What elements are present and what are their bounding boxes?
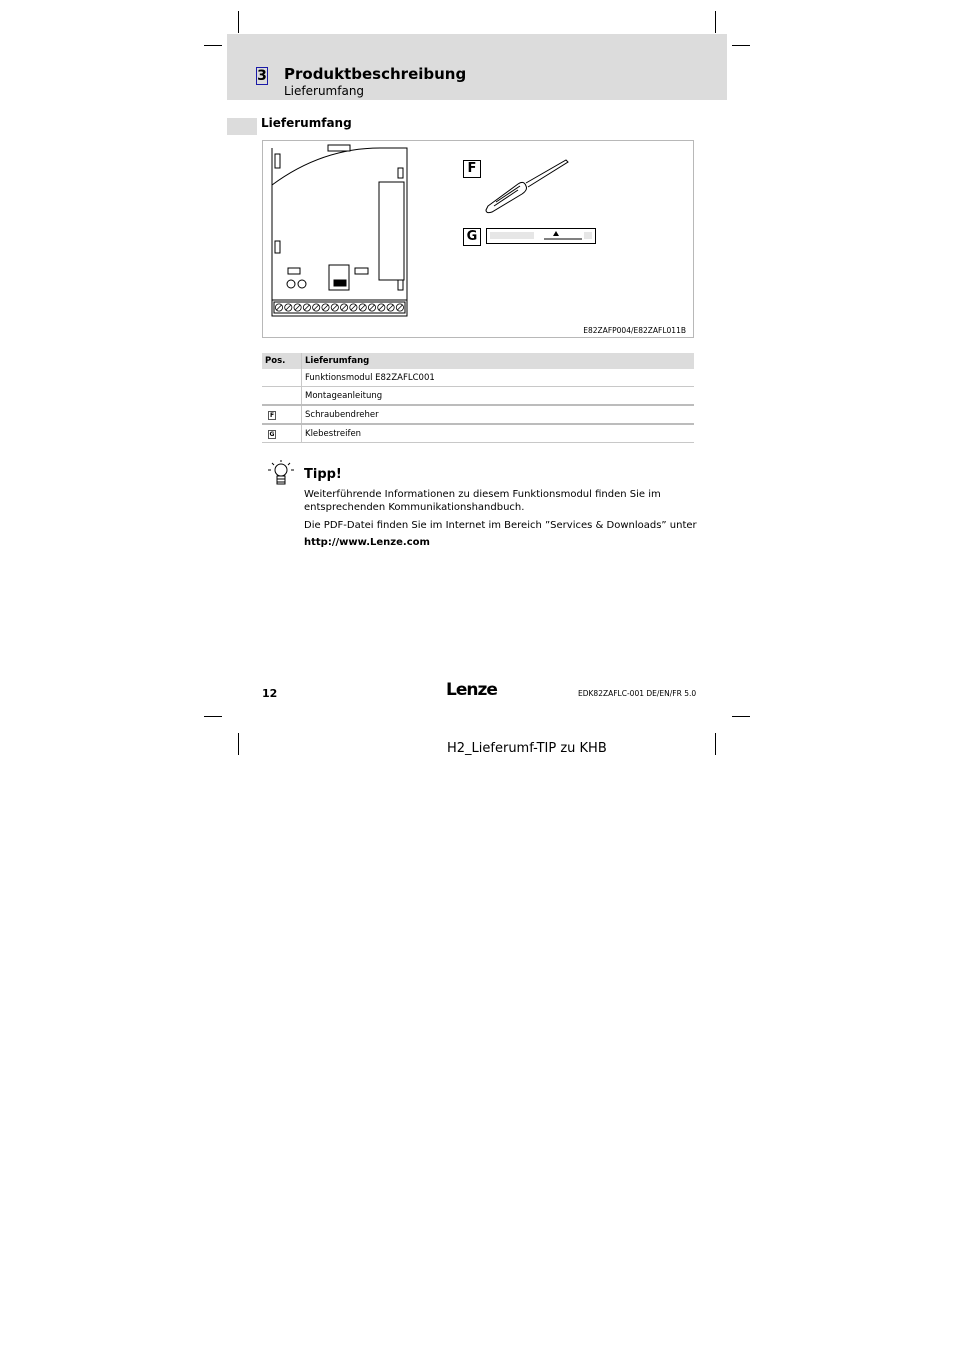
- table-row: [262, 387, 694, 406]
- table-header-pos: Pos.: [262, 353, 302, 369]
- crop-mark: [732, 45, 750, 46]
- section-title: Lieferumfang: [261, 116, 352, 130]
- tip-paragraph-2: Die PDF-Datei finden Sie im Internet im Bereich ”Services & Downloads” unter: [304, 520, 697, 531]
- delivery-table: [262, 353, 694, 443]
- page-number: 12: [262, 687, 278, 700]
- figure-caption: E82ZAFP004/E82ZAFL011B: [583, 326, 686, 335]
- pos-key-f: F: [269, 411, 275, 419]
- table-row: [262, 405, 694, 424]
- lightbulb-icon: [265, 459, 297, 487]
- table-cell-pos: [262, 369, 302, 387]
- chapter-subtitle: Lieferumfang: [284, 84, 365, 98]
- footer-label: H2_Lieferumf-TIP zu KHB: [447, 741, 607, 756]
- table-header-item: Lieferumfang: [302, 353, 695, 369]
- table-row: [262, 369, 694, 387]
- table-cell-item: Schraubendreher: [302, 405, 695, 424]
- tip-paragraph-1: Weiterführende Informationen zu diesem Funktionsmodul finden Sie im entsprechenden Kommunikationshandbuch.: [304, 489, 661, 513]
- table-row: [262, 424, 694, 443]
- label-g-box: [463, 228, 481, 246]
- table-cell-pos: [262, 424, 302, 443]
- table-cell-item: Klebestreifen: [302, 424, 695, 443]
- screwdriver-icon: [482, 156, 572, 214]
- document-reference: EDK82ZAFLC-001 DE/EN/FR 5.0: [578, 689, 697, 698]
- label-f: F: [467, 161, 477, 176]
- crop-mark: [732, 716, 750, 717]
- crop-mark: [204, 45, 222, 46]
- chapter-number: 3: [257, 68, 267, 84]
- table-header-row: [262, 353, 694, 369]
- crop-mark: [204, 716, 222, 717]
- tip-link[interactable]: http://www.Lenze.com: [304, 537, 430, 548]
- label-f-box: [463, 160, 481, 178]
- crop-mark: [715, 733, 716, 755]
- adhesive-strip-icon: [486, 228, 596, 244]
- crop-mark: [238, 733, 239, 755]
- crop-mark: [238, 11, 239, 33]
- table-cell-pos: [262, 387, 302, 406]
- table-cell-item: Funktionsmodul E82ZAFLC001: [302, 369, 695, 387]
- label-g: G: [466, 229, 478, 244]
- chapter-title: Produktbeschreibung: [284, 65, 467, 83]
- table-cell-item: Montageanleitung: [302, 387, 695, 406]
- side-tab: [227, 118, 257, 135]
- crop-mark: [715, 11, 716, 33]
- pos-key-g: G: [269, 430, 275, 438]
- table-cell-pos: [262, 405, 302, 424]
- lenze-logo: Lenze: [446, 680, 497, 700]
- tip-title: Tipp!: [304, 467, 342, 482]
